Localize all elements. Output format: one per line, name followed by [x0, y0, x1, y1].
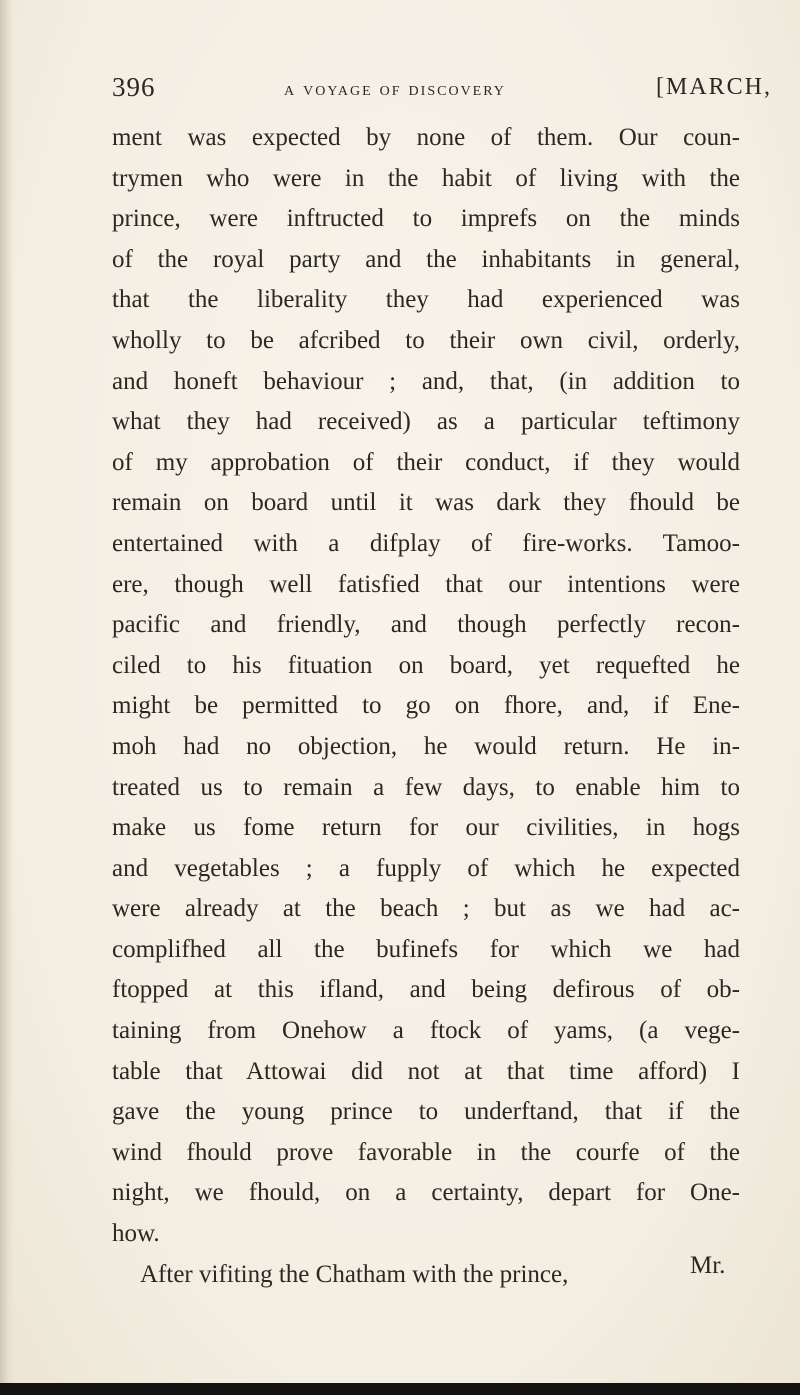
text-line: might be permitted to go on fhore, and, if Ene- — [112, 692, 740, 720]
text-line: ere, though well fatisfied that our intentions were — [112, 570, 740, 598]
text-line: remain on board until it was dark they fhould be — [112, 489, 740, 517]
text-line: and honeft behaviour ; and, that, (in addition to — [112, 367, 740, 395]
page-gutter-shadow — [0, 0, 14, 1395]
text-line: wholly to be afcribed to their own civil, orderly, — [112, 326, 740, 354]
body-text — [112, 118, 740, 1295]
header-date: [MARCH, — [655, 74, 772, 100]
text-line: wind fhould prove favorable in the courfe of the — [112, 1138, 740, 1166]
text-line: make us fome return for our civilities, in hogs — [112, 814, 740, 842]
text-line: prince, were inftructed to imprefs on the minds — [112, 205, 740, 233]
text-line: treated us to remain a few days, to enable him to — [112, 773, 740, 801]
text-line: pacific and friendly, and though perfectly recon- — [112, 611, 740, 639]
catchword: Mr. — [690, 1252, 726, 1279]
text-line: table that Attowai did not at that time afford) I — [112, 1057, 740, 1085]
scan-edge-bar — [0, 1383, 800, 1395]
text-line: ciled to his fituation on board, yet requefted he — [112, 651, 740, 679]
text-line: how. — [112, 1220, 160, 1248]
text-line: that the liberality they had experienced was — [112, 286, 740, 314]
text-line: what they had received) as a particular teftimony — [112, 408, 740, 436]
text-line: were already at the beach ; but as we had ac- — [112, 895, 740, 923]
running-title: a voyage of discovery — [284, 78, 506, 100]
text-line: entertained with a difplay of fire-works. Tamoo- — [112, 529, 740, 557]
text-line: gave the young prince to underftand, that if the — [112, 1098, 740, 1126]
text-line: of my approbation of their conduct, if they would — [112, 448, 740, 476]
text-line: taining from Onehow a ftock of yams, (a vege- — [112, 1017, 740, 1045]
text-line: ftopped at this ifland, and being defirous of ob- — [112, 976, 740, 1004]
text-line: of the royal party and the inhabitants in general, — [112, 245, 740, 273]
running-header — [112, 72, 772, 112]
text-line: trymen who were in the habit of living with the — [112, 164, 740, 192]
text-line: night, we fhould, on a certainty, depart for One- — [112, 1179, 740, 1207]
text-line: complifhed all the bufinefs for which we had — [112, 935, 740, 963]
text-line: and vegetables ; a fupply of which he expected — [112, 854, 740, 882]
text-line: moh had no objection, he would return. He in- — [112, 732, 740, 760]
paragraph-start-line: After vifiting the Chatham with the prince, — [140, 1260, 569, 1288]
text-line: ment was expected by none of them. Our coun- — [112, 124, 740, 151]
page-number: 396 — [112, 72, 156, 102]
